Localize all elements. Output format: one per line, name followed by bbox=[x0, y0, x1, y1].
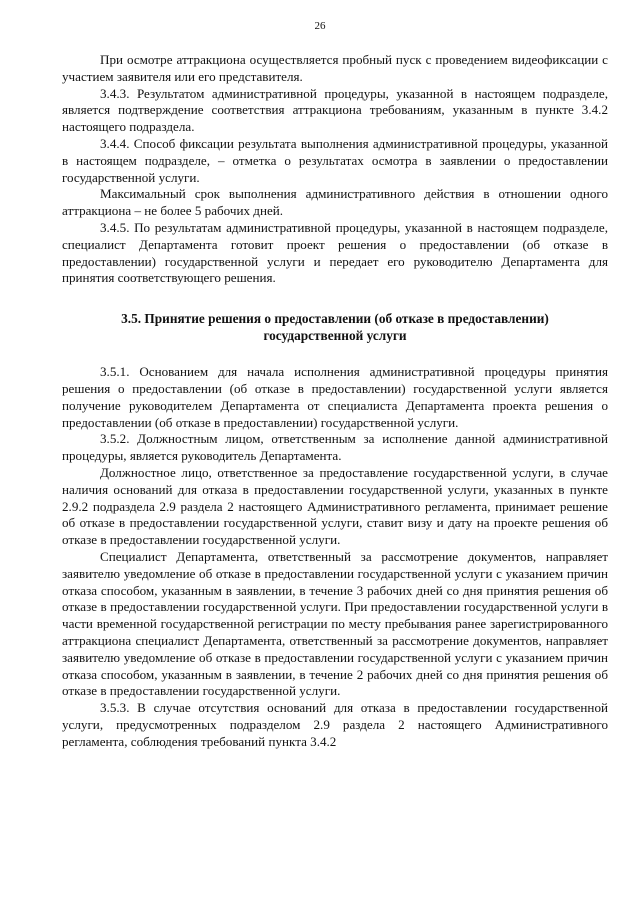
paragraph-3-4-3: 3.4.3. Результатом административной процедуры, указанной в настоящем подразделе, является подтверждение соответствия аттракциона требованиям, указанным в пункте 3.4.2 настоящего подраздела. bbox=[62, 85, 608, 135]
paragraph-3-5-3: 3.5.3. В случае отсутствия оснований для отказа в предоставлении государственной услуги, предусмотренных подразделом 2.9 раздела 2 настоящего Административного регламента, соблюдения требований пункта 3.4.2 bbox=[62, 700, 608, 749]
paragraph-3-5-1: 3.5.1. Основанием для начала исполнения административной процедуры принятия решения о предоставлении (об отказе в предоставлении) государственной услуги является получение руководителем Департамента от специалиста Департамента проекта решения о предоставлении (об отказе в предоставлении) государственной услуги. bbox=[62, 364, 608, 430]
paragraph-3-5-2: 3.5.2. Должностным лицом, ответственным за исполнение данной административной процедуры, является руководитель Департамента. bbox=[62, 431, 608, 464]
paragraph-3-4-4: 3.4.4. Способ фиксации результата выполнения административной процедуры, указанной в настоящем подразделе, – отметка о результатах осмотра в заявлении о предоставлении государственной услуги. bbox=[62, 135, 608, 185]
page-number: 26 bbox=[314, 20, 326, 32]
paragraph-refusal-notice: Специалист Департамента, ответственный за рассмотрение документов, направляет заявителю уведомление об отказе в предоставлении государственной услуги с указанием причин отказа способом, указанным в заявлении, в течение 3 рабочих дней со дня принятия решения об отказе в предоставлении государственной услуги. При предоставлении государственной услуги в части временной государственной регистрации по месту пребывания ранее зарегистрированного аттракциона специалист Департамента, ответственный за рассмотрение документов, направляет заявителю уведомление об отказе в предоставлении государственной услуги с указанием причин отказа способом, указанным в заявлении, в течение 2 рабочих дней со дня принятия решения об отказе в предоставлении государственной услуги. bbox=[62, 548, 608, 699]
section-heading-3-5: 3.5. Принятие решения о предоставлении (об отказе в предоставлении) государственной услуги bbox=[121, 311, 549, 344]
paragraph-inspection-test-run: При осмотре аттракциона осуществляется пробный пуск с проведением видеофиксации с участием заявителя или его представителя. bbox=[62, 52, 608, 84]
paragraph-official-decision: Должностное лицо, ответственное за предоставление государственной услуги, в случае наличия оснований для отказа в предоставлении государственной услуги, указанных в пункте 2.9.2 подраздела 2.9 раздела 2 настоящего Административного регламента, принимает решение об отказе в предоставлении государственной услуги, ставит визу и дату на проекте решения об отказе в предоставлении государственной услуги. bbox=[62, 464, 608, 548]
paragraph-max-duration: Максимальный срок выполнения административного действия в отношении одного аттракциона – не более 5 рабочих дней. bbox=[62, 186, 608, 219]
paragraph-3-4-5: 3.4.5. По результатам административной процедуры, указанной в настоящем подразделе, специалист Департамента готовит проект решения о предоставлении (об отказе в предоставлении) государственной услуги и передает его руководителю Департамента для принятия соответствующего решения. bbox=[62, 219, 608, 286]
document-body bbox=[62, 52, 608, 750]
